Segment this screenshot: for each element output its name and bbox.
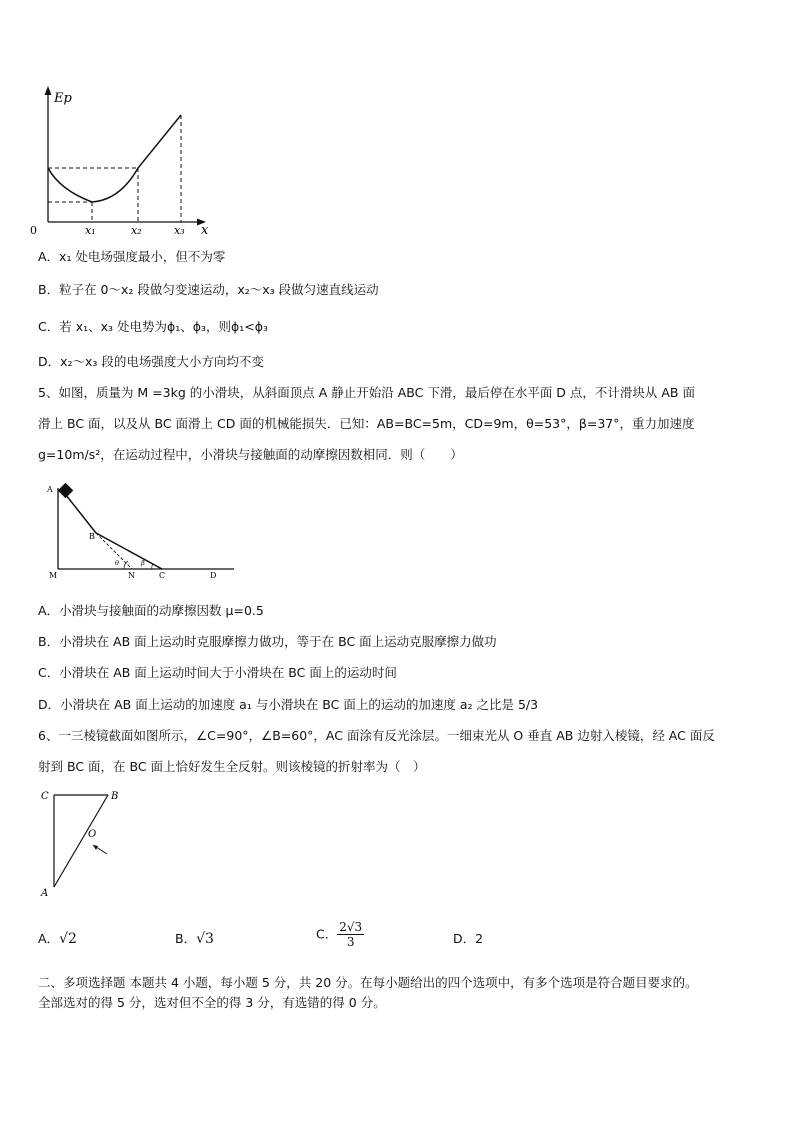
- q5-option-d: D．小滑块在 AB 面上运动的加速度 a₁ 与小滑块在 BC 面上的运动的加速度 a₂ 之比是 5/3: [38, 697, 539, 712]
- q4-option-d: D．x₂～x₃ 段的电场强度大小方向均不变: [38, 354, 264, 369]
- q4-option-b: B．粒子在 0～x₂ 段做匀变速运动，x₂～x₃ 段做匀速直线运动: [38, 282, 379, 297]
- side-ab: [54, 795, 108, 887]
- section2-line-2: 全部选对的得 5 分，选对但不全的得 3 分，有选错的得 0 分。: [38, 995, 386, 1010]
- q6-stem-line-2: 射到 BC 面，在 BC 面上恰好发生全反射。则该棱镜的折射率为（ ）: [38, 759, 426, 774]
- q5-stem-line-1: 5、如图，质量为 M =3kg 的小滑块，从斜面顶点 A 静止开始沿 ABC 下滑，最后停在水平面 D 点，不计滑块从 AB 面: [38, 385, 695, 400]
- q5-stem-line-2: 滑上 BC 面，以及从 BC 面滑上 CD 面的机械能损失．已知：AB=BC=5m，CD=9m，θ=53°，β=37°，重力加速度: [38, 416, 695, 431]
- q5-option-b: B．小滑块在 AB 面上运动时克服摩擦力做功，等于在 BC 面上运动克服摩擦力做功: [38, 634, 497, 649]
- slope-diagram: [44, 480, 244, 582]
- tick-x3: x₃: [174, 224, 185, 237]
- q4-option-a: A．x₁ 处电场强度最小，但不为零: [38, 249, 226, 264]
- label-c: C: [41, 791, 49, 802]
- ray-arrow-icon: [93, 845, 98, 850]
- ep-curve: [48, 115, 181, 202]
- y-axis-label: Ep: [54, 91, 72, 106]
- q5-option-c: C．小滑块在 AB 面上运动时间大于小滑块在 BC 面上的运动时间: [38, 665, 397, 680]
- slider-block: [58, 483, 74, 499]
- label-a: A: [47, 485, 53, 494]
- q6-option-c-label: C．: [316, 926, 338, 942]
- q5-option-a: A．小滑块与接触面的动摩擦因数 μ=0.5: [38, 603, 264, 618]
- incline-bc: [96, 533, 162, 569]
- dashed-bn: [96, 533, 132, 569]
- label-a: A: [41, 888, 49, 898]
- label-c: C: [159, 571, 166, 580]
- y-axis-arrow-icon: [45, 86, 52, 95]
- origin-label: 0: [30, 224, 37, 237]
- q6-option-d-value: 2: [475, 931, 484, 946]
- q6-option-a-label: A．: [38, 931, 60, 946]
- q6-option-b-label: B．: [175, 931, 197, 946]
- q6-option-b: [175, 930, 214, 948]
- q6-stem-line-1: 6、一三棱镜截面如图所示，∠C=90°，∠B=60°，AC 面涂有反光涂层。一细束光从 O 垂直 AB 边射入棱镜，经 AC 面反: [38, 728, 715, 743]
- tick-x2: x₂: [131, 224, 142, 237]
- label-b: B: [89, 532, 95, 541]
- q6-option-a: [38, 930, 77, 948]
- label-beta: β: [141, 559, 145, 567]
- q6-option-a-value: √2: [59, 931, 77, 947]
- fraction-numerator: 2√3: [339, 920, 363, 934]
- ep-x-graph: [30, 82, 220, 240]
- prism-diagram: [34, 784, 134, 898]
- q4-option-c: C．若 x₁、x₃ 处电势为ϕ₁、ϕ₃，则ϕ₁<ϕ₃: [38, 319, 268, 334]
- label-m: M: [49, 571, 58, 580]
- label-n: N: [128, 571, 135, 580]
- label-d: D: [210, 571, 217, 580]
- x-axis-label: x: [201, 223, 209, 238]
- label-b: B: [111, 791, 119, 802]
- label-o: O: [88, 829, 97, 840]
- section2-line-1: 二、多项选择题 本题共 4 小题，每小题 5 分，共 20 分。在每小题给出的四个选项中，有多个选项是符合题目要求的。: [38, 975, 698, 990]
- label-theta: θ: [115, 559, 119, 567]
- q5-stem-line-3: g=10m/s²，在运动过程中，小滑块与接触面的动摩擦因数相同．则（ ）: [38, 447, 463, 462]
- fraction-denominator: 3: [346, 935, 355, 949]
- tick-x1: x₁: [85, 224, 96, 237]
- q6-option-c-fraction: [337, 920, 364, 949]
- q6-option-b-value: √3: [196, 931, 214, 947]
- q6-option-d: [453, 930, 483, 948]
- q6-option-d-label: D．: [453, 931, 476, 946]
- q6-option-c: [316, 920, 364, 949]
